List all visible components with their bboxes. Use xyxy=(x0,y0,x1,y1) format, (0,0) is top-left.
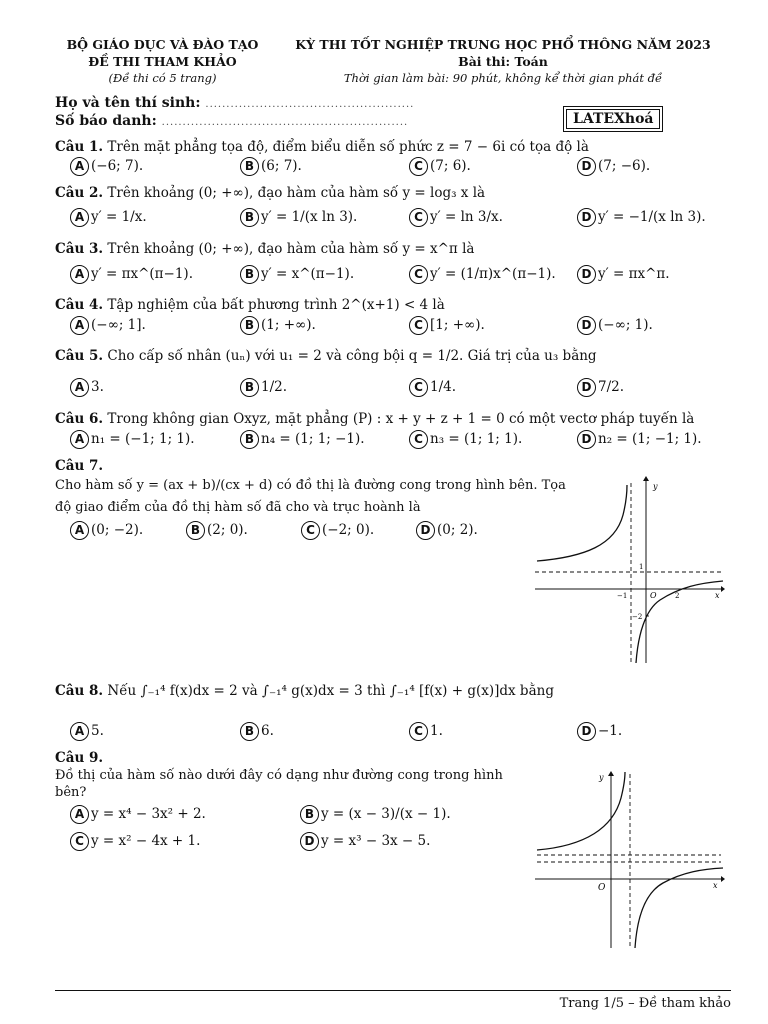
question-label: Câu 1. xyxy=(55,139,104,155)
option-letter: B xyxy=(240,157,259,176)
option-text: y′ = (1/π)x^(π−1). xyxy=(430,266,556,282)
question-2 xyxy=(55,185,485,201)
option-text: (−6; 7). xyxy=(91,158,144,174)
question-label: Câu 5. xyxy=(55,348,104,364)
option-letter: A xyxy=(70,265,89,284)
exam-type: ĐỀ THI THAM KHẢO xyxy=(88,54,237,69)
question-label: Câu 7. xyxy=(55,458,104,474)
option-text: 6. xyxy=(261,723,274,739)
option-text: 5. xyxy=(91,723,104,739)
option-text: y′ = πx^(π−1). xyxy=(91,266,193,282)
y-label: y xyxy=(599,773,604,782)
q6-option-c[interactable] xyxy=(409,430,522,449)
option-text: y′ = 1/x. xyxy=(91,209,147,225)
question-label: Câu 8. xyxy=(55,683,104,699)
footer-divider xyxy=(55,990,731,991)
q8-option-d[interactable] xyxy=(577,722,622,741)
q3-option-a[interactable] xyxy=(70,265,193,284)
q3-option-c[interactable] xyxy=(409,265,556,284)
student-id-row xyxy=(55,113,408,129)
option-text: n₄ = (1; 1; −1). xyxy=(261,431,365,447)
q8-option-a[interactable] xyxy=(70,722,104,741)
question-7 xyxy=(55,458,103,474)
q9-option-c[interactable] xyxy=(70,832,200,851)
tick-label-minus1: −1 xyxy=(617,592,628,600)
curve-right-branch xyxy=(635,868,723,948)
y-axis-arrow xyxy=(643,476,649,481)
question-label: Câu 2. xyxy=(55,185,104,201)
option-letter: B xyxy=(240,265,259,284)
q1-option-c[interactable] xyxy=(409,157,471,176)
option-text: (6; 7). xyxy=(261,158,302,174)
option-text: (0; 2). xyxy=(437,522,478,538)
question-9-text: Đồ thị của hàm số nào dưới đây có dạng như đường cong trong hình xyxy=(55,768,503,783)
option-text: (7; 6). xyxy=(430,158,471,174)
y-label: y xyxy=(653,482,658,491)
header-right xyxy=(283,36,723,87)
option-text: n₃ = (1; 1; 1). xyxy=(430,431,523,447)
tick-label-2: 2 xyxy=(675,592,680,600)
option-text: y = x⁴ − 3x² + 2. xyxy=(91,806,206,822)
q9-option-d[interactable] xyxy=(300,832,430,851)
name-label: Họ và tên thí sinh: xyxy=(55,95,201,111)
x-axis-arrow xyxy=(721,876,725,882)
header-left xyxy=(55,36,270,87)
option-text: −1. xyxy=(598,723,623,739)
pages-note: (Đề thi có 5 trang) xyxy=(108,71,217,85)
name-dots: .................................................. xyxy=(205,99,415,110)
question-9-graph xyxy=(535,768,725,950)
option-letter: A xyxy=(70,208,89,227)
curve-left-branch xyxy=(537,772,625,850)
y-axis-arrow xyxy=(608,771,614,776)
option-text: 1/4. xyxy=(430,379,457,395)
q2-option-d[interactable] xyxy=(577,208,706,227)
q9-option-a[interactable] xyxy=(70,805,206,824)
option-text: y′ = 1/(x ln 3). xyxy=(261,209,358,225)
option-text: (2; 0). xyxy=(207,522,248,538)
option-text: 3. xyxy=(91,379,104,395)
question-text: Nếu ∫₋₁⁴ f(x)dx = 2 và ∫₋₁⁴ g(x)dx = 3 thì ∫₋₁⁴ [f(x) + g(x)]dx bằng xyxy=(107,683,554,699)
id-dots: ........................................................... xyxy=(161,117,409,128)
q7-option-b[interactable] xyxy=(186,521,248,540)
q1-option-a[interactable] xyxy=(70,157,143,176)
q3-option-b[interactable] xyxy=(240,265,354,284)
option-letter: A xyxy=(70,430,89,449)
q4-option-d[interactable] xyxy=(577,316,653,335)
question-4 xyxy=(55,297,445,313)
option-letter: B xyxy=(240,378,259,397)
option-letter: A xyxy=(70,722,89,741)
x-label: x xyxy=(715,591,720,600)
question-6 xyxy=(55,411,694,427)
q9-option-b[interactable] xyxy=(300,805,451,824)
option-letter: D xyxy=(577,208,596,227)
option-letter: D xyxy=(577,722,596,741)
question-5 xyxy=(55,348,597,364)
option-letter: A xyxy=(70,157,89,176)
option-text: y′ = −1/(x ln 3). xyxy=(598,209,706,225)
q2-option-b[interactable] xyxy=(240,208,357,227)
q5-option-c[interactable] xyxy=(409,378,456,397)
q4-option-c[interactable] xyxy=(409,316,485,335)
q8-option-c[interactable] xyxy=(409,722,443,741)
option-text: y′ = πx^π. xyxy=(598,266,670,282)
time-note: Thời gian làm bài: 90 phút, không kể thời gian phát đề xyxy=(343,71,663,85)
q6-option-d[interactable] xyxy=(577,430,702,449)
q6-option-b[interactable] xyxy=(240,430,365,449)
q5-option-b[interactable] xyxy=(240,378,287,397)
question-text: Trên mặt phẳng tọa độ, điểm biểu diễn số phức z = 7 − 6i có tọa độ là xyxy=(107,139,589,155)
origin-label: O xyxy=(598,883,606,893)
q3-option-d[interactable] xyxy=(577,265,670,284)
option-letter: A xyxy=(70,378,89,397)
subject: Bài thi: Toán xyxy=(458,54,548,69)
question-7-text: Cho hàm số y = (ax + b)/(cx + d) có đồ thị là đường cong trong hình bên. Tọa xyxy=(55,478,566,493)
option-text: (0; −2). xyxy=(91,522,144,538)
question-9 xyxy=(55,750,103,766)
option-text: n₁ = (−1; 1; 1). xyxy=(91,431,195,447)
option-letter: B xyxy=(240,316,259,335)
option-letter: D xyxy=(300,832,319,851)
option-text: y = x³ − 3x − 5. xyxy=(321,833,431,849)
q2-option-a[interactable] xyxy=(70,208,147,227)
option-text: n₂ = (1; −1; 1). xyxy=(598,431,702,447)
question-7-text2: độ giao điểm của đồ thị hàm số đã cho và trục hoành là xyxy=(55,500,421,515)
option-letter: B xyxy=(300,805,319,824)
option-letter: D xyxy=(577,378,596,397)
option-text: [1; +∞). xyxy=(430,317,485,333)
option-letter: A xyxy=(70,316,89,335)
option-text: (−∞; 1]. xyxy=(91,317,146,333)
option-letter: C xyxy=(70,832,89,851)
q5-option-a[interactable] xyxy=(70,378,104,397)
option-letter: D xyxy=(577,316,596,335)
x-axis-arrow xyxy=(721,586,725,592)
question-text: Trên khoảng (0; +∞), đạo hàm của hàm số y = log₃ x là xyxy=(107,185,486,201)
q8-option-b[interactable] xyxy=(240,722,274,741)
option-text: y = (x − 3)/(x − 1). xyxy=(321,806,451,822)
latex-stamp: LATEXhoá xyxy=(566,109,660,129)
question-label: Câu 6. xyxy=(55,411,104,427)
option-text: (7; −6). xyxy=(598,158,651,174)
student-name-row xyxy=(55,95,414,111)
question-9-text2: bên? xyxy=(55,785,87,800)
option-letter: C xyxy=(301,521,320,540)
option-letter: C xyxy=(409,378,428,397)
ministry: BỘ GIÁO DỤC VÀ ĐÀO TẠO xyxy=(66,37,259,52)
question-label: Câu 4. xyxy=(55,297,104,313)
option-text: 1. xyxy=(430,723,443,739)
origin-label: O xyxy=(650,591,657,600)
exam-title: KỲ THI TỐT NGHIỆP TRUNG HỌC PHỔ THÔNG NĂM 2023 xyxy=(295,37,711,52)
option-letter: A xyxy=(70,805,89,824)
q7-option-a[interactable] xyxy=(70,521,143,540)
option-letter: D xyxy=(577,157,596,176)
q6-option-a[interactable] xyxy=(70,430,195,449)
option-text: (−∞; 1). xyxy=(598,317,653,333)
option-letter: B xyxy=(240,722,259,741)
tick-label-1: 1 xyxy=(639,563,644,571)
question-3 xyxy=(55,241,474,257)
option-letter: B xyxy=(240,208,259,227)
option-letter: C xyxy=(409,430,428,449)
option-text: y = x² − 4x + 1. xyxy=(91,833,201,849)
question-8 xyxy=(55,683,554,699)
tick-label-minus2: −2 xyxy=(632,613,643,621)
question-7-graph xyxy=(535,475,725,665)
question-text: Cho cấp số nhân (uₙ) với u₁ = 2 và công bội q = 1/2. Giá trị của u₃ bằng xyxy=(107,348,597,364)
question-1 xyxy=(55,139,589,155)
option-letter: C xyxy=(409,208,428,227)
option-letter: B xyxy=(186,521,205,540)
q5-option-d[interactable] xyxy=(577,378,624,397)
option-text: (−2; 0). xyxy=(322,522,375,538)
question-label: Câu 9. xyxy=(55,750,104,766)
option-text: 7/2. xyxy=(598,379,625,395)
option-letter: C xyxy=(409,157,428,176)
option-text: 1/2. xyxy=(261,379,288,395)
curve-left-branch xyxy=(537,485,627,561)
q4-option-a[interactable] xyxy=(70,316,146,335)
option-letter: C xyxy=(409,722,428,741)
x-label: x xyxy=(713,881,718,890)
question-text: Trong không gian Oxyz, mặt phẳng (P) : x + y + z + 1 = 0 có một vectơ pháp tuyến là xyxy=(107,411,695,427)
q4-option-b[interactable] xyxy=(240,316,316,335)
option-text: y′ = ln 3/x. xyxy=(430,209,503,225)
option-text: (1; +∞). xyxy=(261,317,316,333)
question-text: Trên khoảng (0; +∞), đạo hàm của hàm số y = x^π là xyxy=(107,241,475,257)
option-letter: B xyxy=(240,430,259,449)
page-footer: Trang 1/5 – Đề tham khảo xyxy=(559,996,731,1011)
option-letter: D xyxy=(577,430,596,449)
option-letter: A xyxy=(70,521,89,540)
q7-option-d[interactable] xyxy=(416,521,478,540)
option-text: y′ = x^(π−1). xyxy=(261,266,355,282)
question-label: Câu 3. xyxy=(55,241,104,257)
q1-option-b[interactable] xyxy=(240,157,302,176)
option-letter: C xyxy=(409,265,428,284)
q1-option-d[interactable] xyxy=(577,157,650,176)
question-text: Tập nghiệm của bất phương trình 2^(x+1) < 4 là xyxy=(107,297,445,313)
option-letter: D xyxy=(416,521,435,540)
q7-option-c[interactable] xyxy=(301,521,374,540)
option-letter: D xyxy=(577,265,596,284)
id-label: Số báo danh: xyxy=(55,113,157,129)
q2-option-c[interactable] xyxy=(409,208,503,227)
option-letter: C xyxy=(409,316,428,335)
